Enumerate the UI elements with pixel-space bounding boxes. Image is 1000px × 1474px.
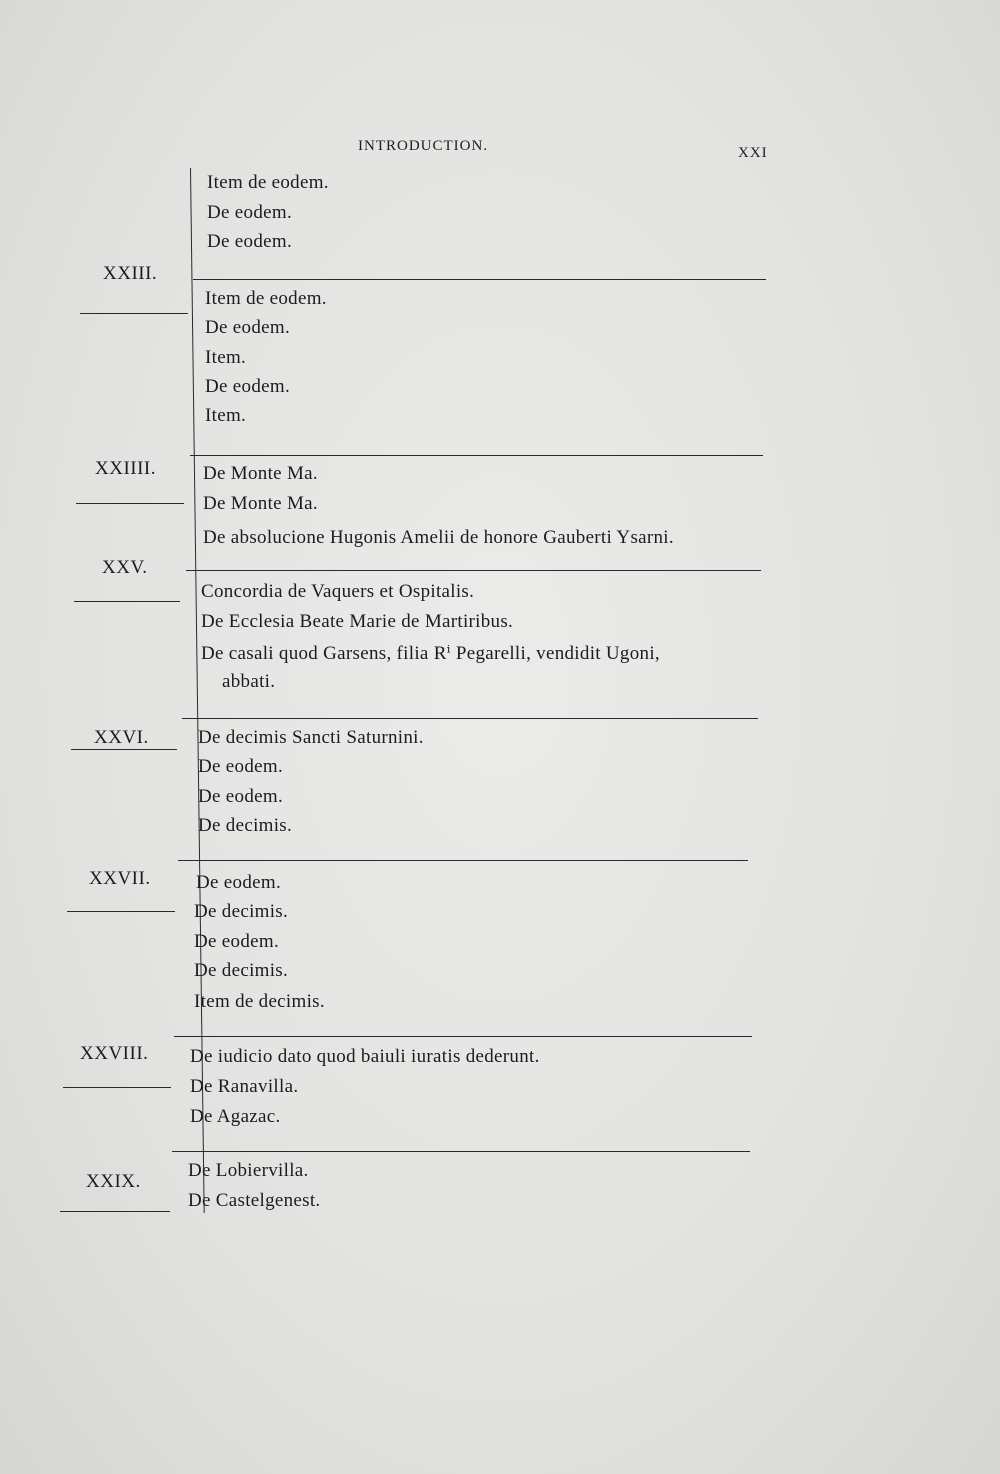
entry-line: De iudicio dato quod baiuli iuratis dederunt.	[190, 1046, 540, 1067]
section-rule	[178, 860, 748, 861]
section-rule	[193, 279, 766, 280]
entry-line: De Castelgenest.	[188, 1190, 321, 1211]
number-rule	[76, 503, 184, 504]
section-rule	[172, 1151, 750, 1152]
entry-line: De casali quod Garsens, filia Rⁱ Pegarelli, vendidit Ugoni,	[201, 643, 660, 664]
number-rule	[71, 749, 177, 750]
entry-line: abbati.	[222, 671, 276, 692]
number-rule	[67, 911, 175, 912]
entry-line: De Ranavilla.	[190, 1076, 299, 1097]
entry-line: De eodem.	[198, 786, 283, 807]
entry-line: Item de eodem.	[205, 288, 327, 309]
section-number: XXIX.	[86, 1171, 141, 1192]
entry-line: De Lobiervilla.	[188, 1160, 309, 1181]
entry-line: De Ecclesia Beate Marie de Martiribus.	[201, 611, 514, 632]
entry-line: Item.	[205, 347, 247, 368]
number-rule	[80, 313, 188, 314]
section-number: XXV.	[102, 557, 148, 578]
entry-line: De eodem.	[207, 231, 292, 252]
entry-line: De eodem.	[196, 872, 281, 893]
section-number: XXIII.	[103, 263, 158, 284]
entry-line: Item de decimis.	[194, 991, 325, 1012]
entry-line: De decimis.	[198, 815, 293, 836]
entry-line: Item.	[205, 405, 247, 426]
number-rule	[63, 1087, 171, 1088]
section-rule	[186, 570, 761, 571]
entry-line: De decimis.	[194, 960, 289, 981]
entry-line: De eodem.	[205, 376, 290, 397]
section-number: XXVIII.	[80, 1043, 149, 1064]
entry-line: De eodem.	[207, 202, 292, 223]
number-rule	[60, 1211, 170, 1212]
section-number: XXVI.	[94, 727, 149, 748]
entry-line: De Monte Ma.	[203, 493, 318, 514]
entry-line: De decimis Sancti Saturnini.	[198, 727, 424, 748]
entry-line: De eodem.	[198, 756, 283, 777]
entry-line: Item de eodem.	[207, 172, 329, 193]
entry-line: De decimis.	[194, 901, 289, 922]
section-rule	[174, 1036, 752, 1037]
entry-line: De eodem.	[194, 931, 279, 952]
entry-line: De absolucione Hugonis Amelii de honore Gauberti Ysarni.	[203, 527, 674, 548]
entry-line: De Monte Ma.	[203, 463, 318, 484]
section-rule	[182, 718, 758, 719]
section-number: XXVII.	[89, 868, 151, 889]
entry-line: De Agazac.	[190, 1106, 281, 1127]
running-head: INTRODUCTION.	[358, 138, 489, 154]
page-number: XXI	[738, 145, 768, 161]
entry-line: Concordia de Vaquers et Ospitalis.	[201, 581, 475, 602]
number-rule	[74, 601, 180, 602]
section-number: XXIIII.	[95, 458, 157, 479]
section-rule	[190, 455, 763, 456]
entry-line: De eodem.	[205, 317, 290, 338]
